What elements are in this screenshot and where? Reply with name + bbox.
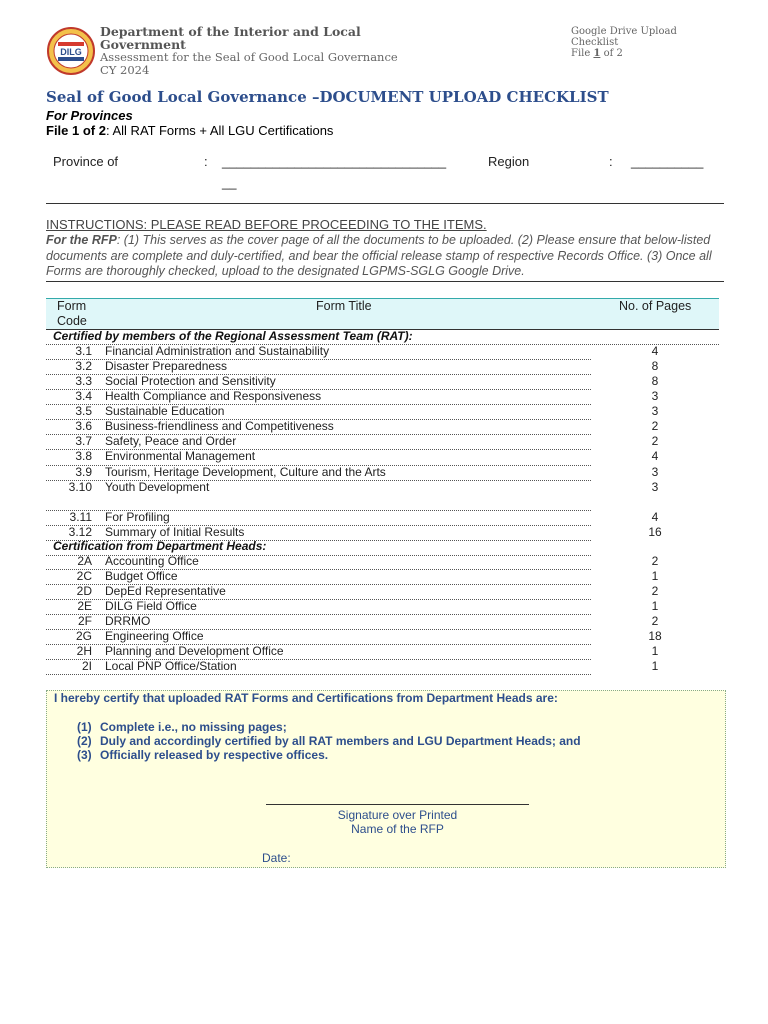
form-title: Business-friendliness and Competitiveness — [105, 419, 334, 433]
rfp-label: For the RFP — [46, 233, 117, 247]
page-count: 2 — [651, 554, 659, 568]
divider — [46, 281, 724, 282]
cert-item-num: (3) — [77, 748, 92, 762]
form-title: Local PNP Office/Station — [105, 659, 237, 673]
form-code: 3.3 — [75, 374, 92, 388]
form-code: 3.5 — [75, 404, 92, 418]
page-count: 2 — [651, 434, 659, 448]
cert-item-text: Officially released by respective offices. — [100, 748, 329, 762]
form-code: 2D — [76, 584, 92, 598]
cert-item-num: (1) — [77, 720, 92, 734]
file-counter: File 1 of 2 — [571, 48, 623, 59]
col-no-of-pages: No. of Pages — [619, 299, 692, 313]
page-count: 3 — [651, 404, 659, 418]
col-form-code: Form Code — [57, 299, 87, 328]
assessment-name: Assessment for the Seal of Good Local Governance — [100, 50, 398, 64]
form-code: 2F — [77, 614, 92, 628]
form-code: 3.7 — [75, 434, 92, 448]
form-code: 2G — [75, 629, 92, 643]
form-title: Engineering Office — [105, 629, 204, 643]
calendar-year: CY 2024 — [100, 63, 150, 77]
page-count: 18 — [648, 629, 662, 643]
assessment-subtitle — [100, 51, 420, 77]
cert-item-num: (2) — [77, 734, 92, 748]
cert-item-text: Complete i.e., no missing pages; — [100, 720, 287, 734]
form-code: 3.12 — [68, 525, 92, 539]
page-count: 2 — [651, 614, 659, 628]
page-count: 1 — [651, 599, 659, 613]
form-code: 2A — [77, 554, 92, 568]
certification-intro: I hereby certify that uploaded RAT Forms and Certifications from Department Heads are: — [54, 691, 558, 705]
signature-label-2: Name of the RFP — [351, 822, 444, 836]
form-title: Summary of Initial Results — [105, 525, 245, 539]
page-count: 1 — [651, 569, 659, 583]
section-heading-rat: Certified by members of the Regional Assessment Team (RAT): — [53, 329, 413, 343]
certification-box — [46, 690, 726, 868]
page-count: 8 — [651, 374, 659, 388]
form-code: 2I — [81, 659, 92, 673]
form-code: 3.10 — [68, 480, 92, 494]
province-field-wrap: __ — [222, 175, 237, 190]
form-title: Tourism, Heritage Development, Culture and the Arts — [105, 465, 386, 479]
form-title: Social Protection and Sensitivity — [105, 374, 276, 388]
upload-checklist-label: Google Drive Upload Checklist — [571, 26, 677, 48]
page-count: 4 — [651, 510, 659, 524]
page-count: 2 — [651, 584, 659, 598]
page-count: 4 — [651, 344, 659, 358]
form-code: 2E — [77, 599, 92, 613]
table-header — [46, 298, 719, 330]
form-title: DepEd Representative — [105, 584, 226, 598]
page-count: 4 — [651, 449, 659, 463]
page-title: Seal of Good Local Governance –DOCUMENT UPLOAD CHECKLIST — [46, 88, 609, 106]
form-title: Financial Administration and Sustainability — [105, 344, 330, 358]
form-title: Disaster Preparedness — [105, 359, 228, 373]
form-code: 3.1 — [75, 344, 92, 358]
form-title: Health Compliance and Responsiveness — [105, 389, 322, 403]
page-count: 3 — [651, 480, 659, 494]
province-colon: : — [204, 154, 208, 169]
section-heading-dept-heads: Certification from Department Heads: — [53, 539, 267, 553]
page-count: 1 — [651, 659, 659, 673]
page-count: 3 — [651, 465, 659, 479]
svg-text:DILG: DILG — [60, 47, 82, 57]
form-code: 3.8 — [75, 449, 92, 463]
instructions-text: : (1) This serves as the cover page of all the documents to be uploaded. (2) Please ensure that below-listed documents are complete and duly-certified, and bear the official release stamp of respective Records Office. (3) Once all Forms are thoroughly checked, upload to the designated LGPMS-SGLG Google Drive. — [46, 233, 712, 278]
form-code: 3.9 — [75, 465, 92, 479]
page-count: 16 — [648, 525, 662, 539]
date-label[interactable]: Date: — [262, 851, 291, 865]
page-count: 8 — [651, 359, 659, 373]
form-code: 3.4 — [75, 389, 92, 403]
form-code: 3.11 — [69, 510, 92, 524]
form-code: 2C — [76, 569, 92, 583]
form-title: Planning and Development Office — [105, 644, 284, 658]
page-count: 1 — [651, 644, 659, 658]
col-form-title: Form Title — [316, 299, 372, 313]
department-name: Department of the Interior and Local Government — [100, 24, 361, 52]
province-label: Province of — [53, 154, 119, 169]
file-description: File 1 of 2: All RAT Forms + All LGU Certifications — [46, 123, 334, 138]
form-title: Safety, Peace and Order — [105, 434, 237, 448]
signature-line[interactable] — [266, 804, 529, 805]
page-count: 2 — [651, 419, 659, 433]
instructions-heading: INSTRUCTIONS: PLEASE READ BEFORE PROCEEDING TO THE ITEMS. — [46, 217, 487, 232]
instructions-body — [46, 233, 726, 280]
divider — [46, 203, 724, 204]
dilg-logo — [46, 27, 96, 75]
form-title: Accounting Office — [105, 554, 199, 568]
form-code: 3.6 — [75, 419, 92, 433]
province-field[interactable]: _______________________________ — [222, 154, 447, 169]
form-title: Youth Development — [105, 480, 210, 494]
row-divider — [46, 674, 591, 675]
region-label: Region — [488, 154, 530, 169]
signature-label-1: Signature over Printed — [337, 808, 458, 822]
form-title: For Profiling — [105, 510, 170, 524]
form-title: Budget Office — [105, 569, 178, 583]
form-title: DILG Field Office — [105, 599, 197, 613]
form-title: Sustainable Education — [105, 404, 225, 418]
form-code: 3.2 — [75, 359, 92, 373]
form-title: Environmental Management — [105, 449, 256, 463]
for-provinces-label: For Provinces — [46, 108, 133, 123]
form-code: 2H — [76, 644, 92, 658]
cert-item-text: Duly and accordingly certified by all RAT members and LGU Department Heads; and — [100, 734, 581, 748]
page-count: 3 — [651, 389, 659, 403]
region-field[interactable]: __________ — [631, 154, 704, 169]
form-title: DRRMO — [105, 614, 151, 628]
region-colon: : — [609, 154, 613, 169]
header-right-note — [571, 26, 721, 59]
